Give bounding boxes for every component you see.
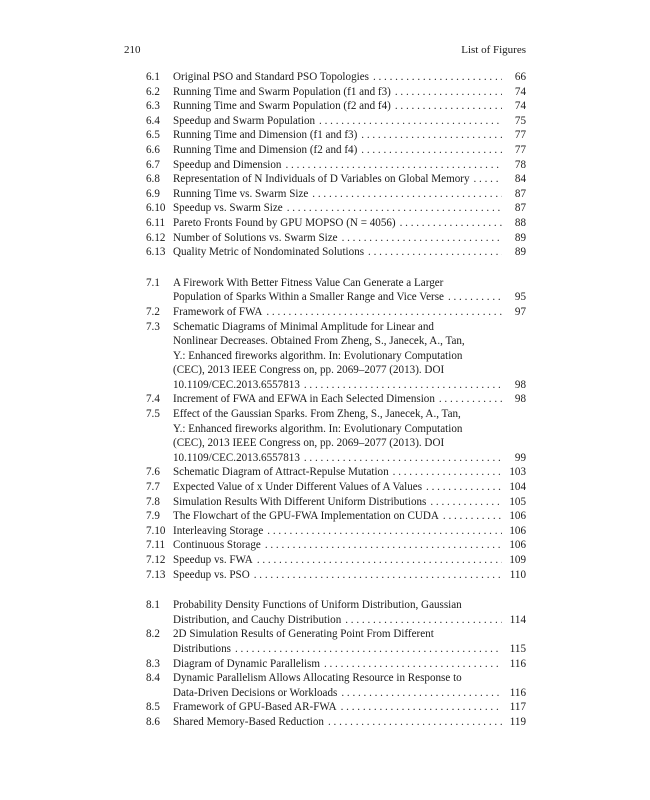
figure-caption [173,524,526,539]
figure-caption [173,715,526,730]
caption-text: Speedup and Swarm Population [173,114,316,127]
dot-leader [361,143,502,158]
figure-number: 8.2 [146,628,160,641]
toc-entry[interactable] [146,85,526,100]
dot-leader [361,128,502,143]
dot-leader [328,715,502,730]
dot-leader [443,509,502,524]
caption-text: Schematic Diagram of Attract-Repulse Mutation [173,466,389,479]
figure-caption [173,568,526,583]
figure-number: 7.13 [146,568,166,581]
caption-text: Representation of N Individuals of D Variables on Global Memory [173,173,470,186]
toc-entry[interactable] [146,392,526,407]
caption-text: Speedup vs. PSO [173,568,250,581]
caption-line: Nonlinear Decreases. Obtained From Zheng, S., Janecek, A., Tan, [173,335,465,348]
page-ref: 103 [509,466,526,479]
page-ref: 77 [514,129,526,142]
page-ref: 116 [509,686,526,699]
figure-group [146,276,526,582]
page-ref: 105 [509,495,526,508]
figure-number: 6.5 [146,129,160,142]
figure-caption [173,509,526,524]
toc-entry[interactable] [146,657,526,672]
toc-entry[interactable] [146,231,526,246]
page-ref: 114 [509,613,526,626]
figure-caption [173,495,526,510]
figure-caption [173,70,526,85]
toc-entry[interactable] [146,128,526,143]
page-ref: 74 [514,100,526,113]
figure-caption [173,231,526,246]
caption-line: Y.: Enhanced fireworks algorithm. In: Evolutionary Computation [173,349,463,362]
figure-number: 6.13 [146,246,166,259]
dot-leader [266,305,502,320]
toc-entry[interactable] [146,524,526,539]
figure-caption [173,85,526,100]
caption-line: Dynamic Parallelism Allows Allocating Resource in Response to [173,672,462,685]
dot-leader [287,201,502,216]
figure-caption [173,99,526,114]
figure-caption [173,407,526,465]
page-ref: 106 [509,524,526,537]
dot-leader [235,642,502,657]
caption-text: Quality Metric of Nondominated Solutions [173,246,365,259]
figure-caption [173,276,526,305]
figure-number: 7.2 [146,305,160,318]
dot-leader [400,216,502,231]
caption-line: Probability Density Functions of Uniform Distribution, Gaussian [173,599,462,612]
caption-line: A Firework With Better Fitness Value Can Generate a Larger [173,276,444,289]
toc-entry[interactable] [146,187,526,202]
page-ref: 88 [514,216,526,229]
dot-leader [341,700,502,715]
caption-text: Continuous Storage [173,539,261,552]
figure-number: 7.3 [146,320,160,333]
caption-text: 10.1109/CEC.2013.6557813 [173,451,300,464]
figure-number: 7.6 [146,466,160,479]
dot-leader [267,524,502,539]
caption-text: Interleaving Storage [173,524,264,537]
toc-entry[interactable] [146,509,526,524]
caption-text: Pareto Fronts Found by GPU MOPSO (N = 4056) [173,216,396,229]
dot-leader [341,686,502,701]
toc-entry[interactable] [146,407,526,465]
toc-entry[interactable] [146,114,526,129]
page-ref: 109 [509,554,526,566]
page-ref: 115 [509,642,526,655]
page-ref: 77 [514,143,526,156]
page-ref: 89 [514,231,526,244]
figure-number: 6.2 [146,85,160,98]
page-ref: 106 [509,539,526,552]
toc-entry[interactable] [146,538,526,553]
figure-number: 6.10 [146,202,166,215]
page-ref: 99 [514,451,526,464]
figure-number: 6.12 [146,231,166,244]
figure-number: 7.4 [146,393,160,406]
caption-line: (CEC), 2013 IEEE Congress on, pp. 2069–2077 (2013). DOI [173,364,445,377]
figure-number: 6.8 [146,173,160,186]
figure-caption [173,201,526,216]
caption-line: 2D Simulation Results of Generating Point From Different [173,628,434,641]
figure-group [146,598,526,729]
dot-leader [373,70,502,85]
dot-leader [395,99,502,114]
page-ref: 110 [509,568,526,581]
toc-entry[interactable] [146,70,526,85]
figure-caption [173,216,526,231]
caption-line: Effect of the Gaussian Sparks. From Zheng, S., Janecek, A., Tan, [173,408,461,421]
toc-entry[interactable] [146,465,526,480]
dot-leader [368,245,502,260]
toc-entry[interactable] [146,320,526,393]
dot-leader [342,231,502,246]
caption-text: Distributions [173,642,231,655]
page-ref: 116 [509,657,526,670]
caption-text: Simulation Results With Different Uniform Distributions [173,495,427,508]
caption-text: Running Time and Swarm Population (f2 and f4) [173,100,391,113]
figure-number: 7.10 [146,524,166,537]
caption-text: Data-Driven Decisions or Workloads [173,686,338,699]
dot-leader [426,480,502,495]
caption-text: Running Time and Swarm Population (f1 and f3) [173,85,391,98]
figure-number: 8.5 [146,701,160,714]
running-head: List of Figures [461,44,526,56]
caption-text: Increment of FWA and EFWA in Each Selected Dimension [173,393,435,406]
caption-line: Schematic Diagrams of Minimal Amplitude for Linear and [173,320,434,333]
caption-text: Running Time and Dimension (f1 and f3) [173,129,358,142]
figure-caption [173,172,526,187]
figure-number: 6.7 [146,158,160,171]
caption-text: Running Time vs. Swarm Size [173,187,309,200]
figure-caption [173,538,526,553]
toc-entry[interactable] [146,568,526,583]
figure-number: 7.7 [146,481,160,494]
figure-number: 6.3 [146,100,160,113]
caption-text: Diagram of Dynamic Parallelism [173,657,320,670]
caption-text: 10.1109/CEC.2013.6557813 [173,378,300,391]
figure-caption [173,128,526,143]
figure-number: 7.9 [146,510,160,523]
dot-leader [257,553,502,568]
figure-number: 8.3 [146,657,160,670]
toc-entry[interactable] [146,172,526,187]
caption-text: Original PSO and Standard PSO Topologies [173,71,369,83]
toc-entry[interactable] [146,627,526,656]
figure-caption [173,598,526,627]
toc-entry[interactable] [146,495,526,510]
figure-caption [173,671,526,700]
page-ref: 98 [514,378,526,391]
figure-caption [173,465,526,480]
page-ref: 98 [514,393,526,406]
caption-text: Framework of GPU-Based AR-FWA [173,701,337,714]
figure-group [146,70,526,260]
figure-number: 6.1 [146,71,160,83]
toc-entry[interactable] [146,305,526,320]
caption-text: Speedup vs. FWA [173,554,253,566]
figure-caption [173,158,526,173]
figure-number: 6.4 [146,114,160,127]
toc-entry[interactable] [146,99,526,114]
figure-number: 7.11 [146,539,166,552]
toc-entry[interactable] [146,671,526,700]
dot-leader [474,172,503,187]
dot-leader [254,568,502,583]
figure-caption [173,114,526,129]
figure-caption [173,305,526,320]
page-ref: 75 [514,114,526,127]
dot-leader [439,392,502,407]
toc-entry[interactable] [146,143,526,158]
dot-leader [345,613,502,628]
toc-entry[interactable] [146,201,526,216]
caption-text: Speedup and Dimension [173,158,282,171]
page-ref: 74 [514,85,526,98]
page-ref: 87 [514,202,526,215]
caption-text: Distribution, and Cauchy Distribution [173,613,342,626]
dot-leader [395,85,502,100]
caption-line: Y.: Enhanced fireworks algorithm. In: Evolutionary Computation [173,422,463,435]
caption-text: Running Time and Dimension (f2 and f4) [173,143,358,156]
figure-caption [173,627,526,656]
figure-number: 6.11 [146,216,166,229]
caption-text: Shared Memory-Based Reduction [173,715,324,728]
dot-leader [393,465,502,480]
figure-number: 8.1 [146,599,160,612]
toc-entry[interactable] [146,276,526,305]
caption-text: Speedup vs. Swarm Size [173,202,283,215]
page-ref: 78 [514,158,526,171]
dot-leader [319,114,502,129]
figure-caption [173,320,526,393]
page-header [124,44,526,60]
caption-text: Population of Sparks Within a Smaller Range and Vice Verse [173,291,444,304]
dot-leader [448,290,502,305]
dot-leader [312,187,502,202]
dot-leader [304,378,502,393]
figure-number: 7.1 [146,276,160,289]
page-number: 210 [124,44,141,56]
dot-leader [285,158,502,173]
figure-number: 7.5 [146,408,160,421]
page-ref: 89 [514,246,526,259]
figure-caption [173,143,526,158]
caption-text: Framework of FWA [173,305,263,318]
figure-number: 6.6 [146,143,160,156]
figure-caption [173,480,526,495]
toc-entry[interactable] [146,715,526,730]
caption-text: Number of Solutions vs. Swarm Size [173,231,338,244]
figure-caption [173,392,526,407]
page-ref: 117 [509,701,526,714]
toc-entry[interactable] [146,216,526,231]
dot-leader [304,451,502,466]
page-ref: 104 [509,481,526,494]
dot-leader [265,538,502,553]
caption-text: Expected Value of x Under Different Values of A Values [173,481,423,494]
toc-entry[interactable] [146,598,526,627]
figure-number: 8.4 [146,672,160,685]
page-ref: 66 [514,71,526,83]
toc-entry[interactable] [146,700,526,715]
page-ref: 119 [509,715,526,728]
dot-leader [430,495,502,510]
page-ref: 95 [514,291,526,304]
figure-caption [173,187,526,202]
figure-caption [173,245,526,260]
figure-number: 8.6 [146,715,160,728]
figure-caption [173,657,526,672]
toc-entry[interactable] [146,480,526,495]
figure-number: 7.8 [146,495,160,508]
page-ref: 97 [514,305,526,318]
figure-number: 7.12 [146,554,166,566]
figure-number: 6.9 [146,187,160,200]
dot-leader [324,657,502,672]
figure-caption [173,553,526,568]
caption-text: The Flowchart of the GPU-FWA Implementation on CUDA [173,510,439,523]
caption-line: (CEC), 2013 IEEE Congress on, pp. 2069–2077 (2013). DOI [173,437,445,450]
page-ref: 106 [509,510,526,523]
figure-caption [173,700,526,715]
toc-entry[interactable] [146,158,526,173]
toc-entry[interactable] [146,245,526,260]
toc-entry[interactable] [146,553,526,568]
list-of-figures [146,70,526,730]
page-ref: 87 [514,187,526,200]
page-ref: 84 [514,173,526,186]
